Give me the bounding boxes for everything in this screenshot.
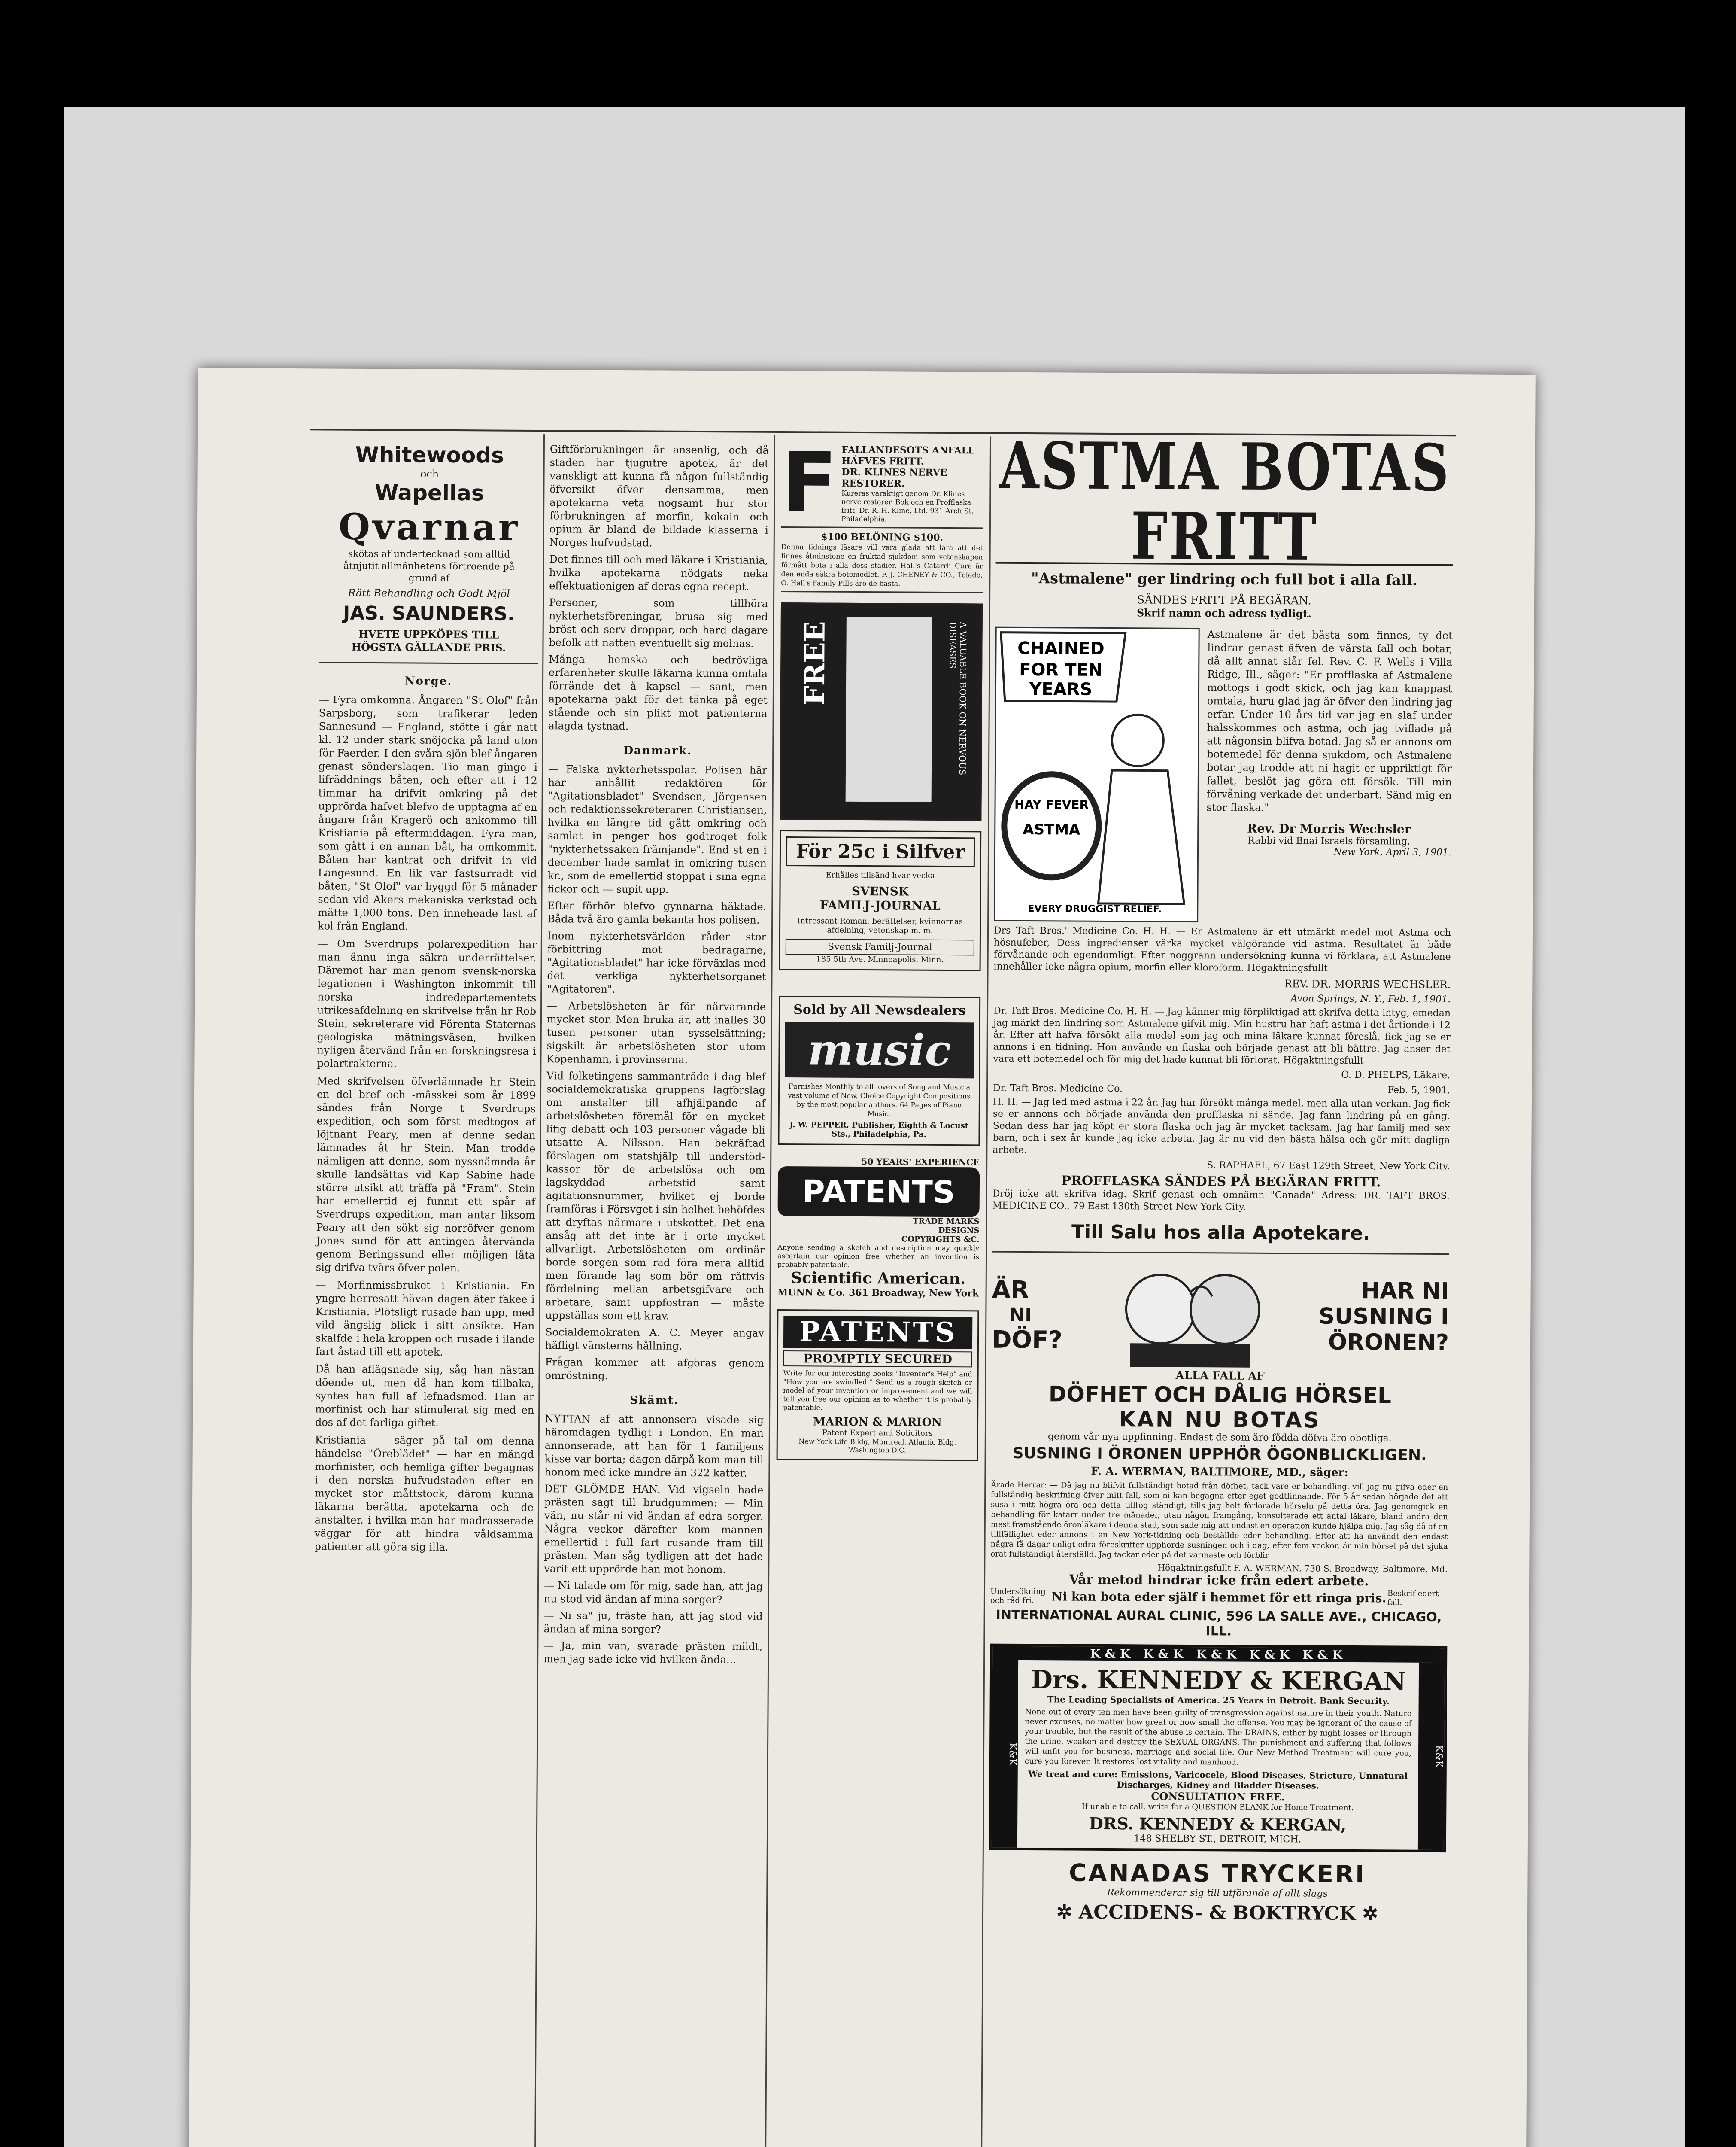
article-paragraph: DET GLÖMDE HAN. Vid vigseln hade prästen sagt till brudgummen: — Min vän, nu står ni vid ändan af edra sorger. Några veckor därefter kom mannen emellertid i full fart rusande fram till prästen. Man såg tydligen att det hade varit ett upprörde han mot honom. — [544, 1483, 767, 1576]
marion-ad-firm-sub: Patent Expert and Solicitors — [822, 1428, 933, 1438]
section-heading: Norge. — [404, 675, 452, 688]
free-book-ad-label: FREE — [798, 621, 832, 706]
banner-line-2: FOR TEN — [1019, 660, 1103, 680]
tryckeri-line-wrap — [989, 1901, 1446, 1925]
deafness-ad-oronen: ÖRONEN? — [1328, 1329, 1449, 1356]
music-ad-head: Sold by All Newsdealers — [793, 1002, 966, 1019]
column-3-ads — [776, 435, 985, 1472]
ornament-icon: ✲ — [1056, 1901, 1079, 1923]
asthma-ad-offer-sub: Skrif namn och adress tydligt. — [1136, 606, 1311, 620]
deafness-ad-clinic: INTERNATIONAL AURAL CLINIC, 596 LA SALLE AVE., CHICAGO, ILL. — [995, 1607, 1442, 1639]
deafness-ad-header — [992, 1261, 1449, 1371]
deafness-ad-bottom — [990, 1587, 1448, 1608]
tryckeri-line: ACCIDENS- & BOKTRYCK — [1078, 1901, 1356, 1925]
kk-cures: We treat and cure: Emissions, Varicocele, Blood Diseases, Stricture, Unnatural Discharges, Kidney and Bladder Diseases. — [1028, 1769, 1408, 1791]
epilepsy-ad-text: Kureras varaktigt genom Dr. Klines nerve restorer. Bok och en Profflaska fritt. Dr. R. H. Kline, Ltd. 931 Arch St. Philadelphia. — [841, 489, 974, 523]
column-4 — [989, 428, 1456, 1925]
kk-top-border: K&K K&K K&K K&K K&K — [992, 1646, 1445, 1663]
article-paragraph: — Ni talade om för mig, sade han, att jag nu stod vid ändan af mina sorger? — [543, 1579, 766, 1606]
signature-title: Rabbi vid Bnai Israels församling, — [1247, 835, 1411, 847]
two-faces-drawing — [1105, 1262, 1277, 1370]
letter-place: Avon Springs, N. Y., Feb. 1, 1901. — [1290, 993, 1451, 1005]
familj-journal-ad-name-2: FAMILJ-JOURNAL — [819, 898, 941, 913]
profflaska-sub: Dröj icke att skrifva idag. Skrif genast och omnämn "Canada" Adress: DR. TAFT BROS. MEDICINE CO., 79 East 130th Street New York City. — [992, 1188, 1453, 1213]
mill-ad-footer: HVETE UPPKÖPES TILL HÖGSTA GÄLLANDE PRIS. — [351, 627, 506, 654]
profflaska-offer: PROFFLASKA SÄNDES PÅ BEGÄRAN FRITT. — [1061, 1173, 1381, 1190]
deafness-ad-ni: NI — [1009, 1304, 1032, 1326]
asthma-ad-header — [996, 428, 1454, 575]
letter-signature: O. D. PHELPS, Läkare. — [1341, 1069, 1451, 1081]
kk-content — [1017, 1660, 1419, 1850]
article-paragraph: Inom nykterhetsvärlden råder stor förbittring mot bedragarne, "Agitationsbladet" har icke förväxlas med det verkliga nykterhetsorganet "Agitatoren". — [547, 930, 770, 995]
book-image — [846, 617, 932, 802]
asthma-ad-testimonial — [1206, 628, 1456, 924]
letter-signature: S. RAPHAEL, 67 East 129th Street, New York City. — [1207, 1160, 1450, 1172]
article-paragraph: — Ni sa" ju, fräste han, att jag stod vid ändan af mina sorger? — [543, 1609, 766, 1636]
mill-ad-tagline: Rätt Behandling och Godt Mjöl — [348, 587, 510, 600]
deafness-ad-susning2: SUSNING I ÖRONEN UPPHÖR ÖGONBLICKLIGEN. — [1012, 1444, 1427, 1464]
asthma-ad-main — [994, 627, 1456, 924]
kennedy-kergan-ad — [989, 1644, 1448, 1853]
familj-journal-ad-text: Intressant Roman, berättelser, kvinnornas afdelning, vetenskap m. m. — [797, 916, 963, 935]
mill-ad-owner: JAS. SAUNDERS. — [343, 602, 515, 625]
epilepsy-ad — [781, 435, 983, 530]
ornament-icon: ✲ — [1355, 1903, 1378, 1925]
familj-journal-ad-body: Erhålles tillsänd hvar vecka — [826, 870, 935, 880]
mill-ad-title-2: Wapellas — [374, 480, 484, 506]
chained-man-illustration — [994, 627, 1200, 922]
article-paragraph: Efter förhör blefvo gynnarna häktade. Båda två äro gamla bekanta hos polisen. — [547, 900, 770, 926]
free-book-ad-side-text: A VALUABLE BOOK ON NERVOUS DISEASES — [947, 622, 968, 775]
article-paragraph: NYTTAN af att annonsera visade sig häromdagen tydligt i London. En man annonserade, att han för 1 familjens kisse var borta; dagen därpå kom man till honom med icke mindre än 322 katter. — [544, 1413, 767, 1479]
marion-ad-address: New York Life B'ldg, Montreal. Atlantic Bldg, Washington D.C. — [798, 1437, 956, 1454]
illustration-caption: EVERY DRUGGIST RELIEF. — [1028, 903, 1162, 915]
asthma-ad-sale: Till Salu hos alla Apotekare. — [1071, 1221, 1370, 1245]
music-ad-word: music — [785, 1022, 974, 1078]
deafness-ad-werman: F. A. WERMAN, BALTIMORE, MD., säger: — [1090, 1465, 1348, 1479]
deafness-ad-left — [992, 1276, 1063, 1354]
deafness-ad-alla: ALLA FALL AF — [1175, 1369, 1265, 1383]
article-paragraph: — Arbetslösheten är för närvarande mycket stor. Men bruka är, att inalles 30 tusen personer utan sysselsättning; sigskilt är arbetslösheten stor utom Köpenhamn, i provinserna. — [546, 1000, 769, 1066]
letter-header — [993, 1083, 1450, 1096]
music-ad-footer: J. W. PEPPER, Publisher, Eighth & Locust Sts., Philadelphia, Pa. — [789, 1120, 969, 1139]
kk-consult: CONSULTATION FREE. — [1151, 1790, 1285, 1803]
kk-note: If unable to call, write for a QUESTION BLANK for Home Treatment. — [1082, 1802, 1354, 1813]
banner-line-1: CHAINED — [1017, 638, 1105, 659]
letter-signature: REV. DR. MORRIS WECHSLER. — [1284, 978, 1451, 991]
newspaper-page — [188, 368, 1536, 2147]
deafness-ad-bottom-mid: Ni kan bota eder själf i hemmet för ett ringa pris. — [1051, 1589, 1387, 1605]
deafness-ad-bottom-right: Beskrif edert fall. — [1387, 1589, 1439, 1607]
catarrh-ad-body: Denna tidnings läsare vill vara glada att lära att det finnes åtminstone en fruktad sjukdom som vetenskapen förmått bota i alla dess stadier. Hall's Catarrh Cure är den enda säkra botemedlet. F. J. CHENEY & CO., Toledo, O. Hall's Family Pills äro de bästa. — [781, 542, 985, 588]
article-paragraph: Det finnes till och med läkare i Kristiania, hvilka apotekarna nödgats neka effektuationigen af deras egna recept. — [549, 553, 772, 593]
catarrh-ad-title: $100 BELÖNING $100. — [821, 531, 944, 543]
kk-sub: The Leading Specialists of America. 25 Years in Detroit. Bank Security. — [1047, 1694, 1390, 1706]
signature-name: Rev. Dr Morris Wechsler — [1247, 821, 1411, 836]
free-book-ad — [780, 602, 983, 821]
deafness-ad-dofhet: DÖFHET OCH DÅLIG HÖRSEL — [1048, 1381, 1392, 1408]
deafness-ad — [990, 1261, 1449, 1640]
epilepsy-ad-initial: F — [781, 435, 838, 530]
marion-patents-ad — [777, 1309, 979, 1461]
asthma-ad-headline: ASTMA BOTAS FRITT — [999, 428, 1451, 575]
article-paragraph: Giftförbrukningen är ansenlig, och då staden har tjugutre apotek, är det vanskligt att kunna få någon fullständig öfversikt öfver densamma, men apotekarna veta nogsamt hur stor förbrukningen af morfin, kokain och opium är bland de bildade klasserna i Norges hufvudstad. — [549, 443, 772, 549]
article-paragraph: Frågan kommer att afgöras genom omröstning. — [545, 1356, 768, 1382]
marion-ad-word: PATENTS — [783, 1316, 972, 1349]
deafness-ad-dof: DÖF? — [991, 1326, 1063, 1354]
patents-ad-right: TRADE MARKS — [913, 1216, 980, 1226]
ear-illustration — [1105, 1262, 1277, 1370]
patents-ad-right-2: DESIGNS — [938, 1226, 980, 1235]
letter-date: Feb. 5, 1901. — [1387, 1085, 1451, 1096]
music-ad-body: Furnishes Monthly to all lovers of Song and Music a vast volume of New, Choice Copyright Compositions by the most popular authors. 64 Pages of Piano Music. — [788, 1082, 971, 1118]
article-paragraph: Många hemska och bedrövliga erfarenheter skulle läkarna kunna omtala förrände det å kapsel — sant, men apotekarna pakt för det tänka på eget stående och sin plikt mot patienterna alagda tystnad. — [548, 653, 771, 733]
article-paragraph: — Om Sverdrups polarexpedition har man ännu inga säkra underrättelser. Däremot har man genom svensk-norska legationen i Washington inkommit till norska indredepartementets utrikesafdelning en skrifvelse från hr Rob Stein, sekreterare vid Förenta Staternas geologiska mätningsväsen, hvilken nyligen återvänd från en forskningsresa i polartrakterna. — [317, 937, 540, 1070]
deafness-ad-ar: ÄR — [992, 1276, 1029, 1304]
deafness-ad-sub: genom vår nya uppfinning. Endast de som äro födda döfva äro obotliga. — [1047, 1431, 1392, 1444]
chained-man-drawing — [995, 628, 1196, 918]
asthma-ad-intro: Astmalene är det bästa som finnes, ty det lindrar genast äfven de värsta fall och botar, då allt annat slår fel. Rev. C. F. Wells i Villa Ridge, Ill., säger: "Er profflaska af Astmalene mottogs i godt skick, och jag kan knappast omtala, huru glad jag är öfver den lindring jag erfar. Under 10 års tid var jag en slaf under halsskommes och astma, och jag tviflade på att någonsin blifva botad. Jag så er annons om botemedel för denna sjukdom, och Astmalene botar jag trodde att ni hagit er uppriktigt för fallet, beslöt jag göra ett försök. Till min förvåning verkade det underbart. Sänd mig en stor flaska." — [1206, 628, 1456, 814]
article-paragraph: — Falska nykterhetsspolar. Polisen här har anhållit redaktören för "Agitationsbladet" Svendsen, Jörgensen och redaktionssekreteraren Christiansen, hvilka en längre tid gått omkring och samlat in penger hos godtroget folk "nykterhetssaken främjande". End st en i december hade samlat in omkring tusen kr., som de emellertid stoppat i sina egna fickor och — supit upp. — [547, 763, 771, 896]
mill-ad — [319, 441, 539, 654]
familj-journal-ad-title: För 25c i Silfver — [786, 836, 975, 867]
asthma-ad-subhead: "Astmalene" ger lindring och full bot i alla fall. — [1031, 570, 1417, 589]
mill-ad-title-3: Qvarnar — [338, 505, 520, 549]
catarrh-ad — [781, 528, 983, 593]
asthma-letter: Drs Taft Bros.' Medicine Co. H. H. — Er Astmalene är ett utmärkt medel mot Astma och hösnufeber, Dess ingredienser värka mycket välgörande vid astma. Resultatet är både förvånande och egendomligt. Efter noggrann undersökning kunna vi förklara, att Astmalene innehåller icke några opium, morfin eller kloroform. Högaktningsfullt — [993, 925, 1454, 974]
asthma-letter: Dr. Taft Bros. Medicine Co. H. H. — Jag känner mig förpliktigad att skrifva detta intyg, emedan jag märkt den lindring som Astmalene gifvit mig. Min hustru har haft astma i det årtionde i 12 år. Efter att hafva försökt alla medel som jag och mina läkare kunnat föreslå, fick jag se er annons i en tidning. Hon använde en flaska och började genast att bli bättre. Jag anser det vara ett botemedel och för mig det hade kunnat bli förlorat. Högaktningsfullt — [993, 1005, 1454, 1067]
kk-address: 148 SHELBY ST., DETROIT, MICH. — [1134, 1833, 1302, 1845]
letter-addressee: Dr. Taft Bros. Medicine Co. — [993, 1083, 1123, 1095]
marion-ad-body: Write for our interesting books "Inventor's Help" and "How you are swindled." Send us a rough sketch or model of your invention or improvement and we will tell you free our opinion as to whether it is probably patentable. — [783, 1369, 972, 1412]
ring-text-astma: ASTMA — [1023, 821, 1080, 839]
article-paragraph: — Ja, min vän, svarade prästen mildt, men jag sade icke vid hvilken ända... — [543, 1639, 766, 1666]
column-2 — [543, 443, 772, 1670]
patents-ad-body: Anyone sending a sketch and description may quickly ascertain our opinion free whether an invention is probably patentable. — [777, 1243, 980, 1269]
epilepsy-ad-title: FALLANDESOTS ANFALL HÄFVES FRITT. — [841, 444, 975, 467]
kk-side-border: K&K — [992, 1660, 1018, 1848]
familj-journal-ad-footer: Svensk Familj-Journal — [786, 939, 974, 955]
mill-ad-och: och — [420, 468, 439, 480]
divider — [992, 1251, 1449, 1255]
marion-ad-firm: MARION & MARION — [813, 1415, 942, 1429]
music-ad — [778, 996, 980, 1146]
kk-inner — [992, 1660, 1445, 1850]
deafness-ad-right — [1318, 1278, 1449, 1356]
scientific-american-ad — [777, 1156, 980, 1299]
epilepsy-ad-product: DR. KLINES NERVE RESTORER. — [841, 466, 947, 490]
signature-place: New York, April 3, 1901. — [1333, 846, 1452, 858]
article-paragraph: Vid folketingens sammanträde i dag blef socialdemokratiska gruppens lagförslag om anstalter till afhjälpande af arbetslösheten föremål för en mycket lifig debatt och 103 personer vågade bli utsatte A. Nilsson. Han bekräftad förslagen om statshjälp till understöd-kassor för de arbetslösa och om lagskyddad arbetstid samt agitationsnummer, hvilket ej borde framföras i Försvget i sin helhet behöfdes att dryftas närmare i utskottet. Det ena ansåg att det inte är i orte mycket allvarligt. Arbetslösheten om ordinär borde sorgen som rad föra mera alltid men förande lag som bör om rättvis fördelning mellan arbetsgifvare och arbetare, samt uppfostran — måste uppställas som ett krav. — [545, 1070, 769, 1322]
tryckeri-ad — [989, 1859, 1446, 1925]
deafness-ad-bottom-left: Undersökning och råd fri. — [990, 1587, 1046, 1606]
marion-ad-sub: PROMPTLY SECURED — [783, 1350, 972, 1367]
divider — [319, 662, 538, 664]
article-paragraph: Då han aflägsnade sig, såg han nästan döende ut, men då han kom tillbaka, syntes han full af lefnadsmod. Han är morfinist och har stimulerat sig med en dos af det farliga giftet. — [315, 1363, 538, 1429]
article-paragraph: — Fyra omkomna. Ångaren "St Olof" från Sarpsborg, som trafikerar leden Sannesund — England, stötte i går natt kl. 12 under stark snöjocka på land uton för Faerder. I den svåra sjön blef ångaren genast sönderslagen. Tio man gingo i lifräddnings båten, och efter att i 12 timmar ha drifvit omkring på det upprörda hafvet blefvo de upptagna af en ångare från Kragerö och ankommo till Kristiania på eftermiddagen. Fyra man, som gått i en annan båt, ha omkommit. Båten har kantrat och drifvit in vid Langesund. En lik var fastsurradt vid båten, "St Olof" var byggd för 5 månader sedan vid Akers mekaniska verkstad och mätte 1,000 tons. Den inneheade last af kol från England. — [317, 693, 541, 933]
article-paragraph: Kristiania — säger på tal om denna händelse "Öreblädet" — har en mängd morfinister, och hemliga gifter begagnas i den norska hufvudstaden efter en mycket stor måttstock, därom kunna läkarna berätta, apotekarna och de anstalter, i hvilka man har madrasserade väggar för att hindra våldsamma patienter att göra sig illa. — [314, 1434, 537, 1553]
section-heading: Skämt. — [630, 1394, 679, 1407]
patents-ad-firm: MUNN & Co. 361 Broadway, New York — [777, 1286, 979, 1299]
article-paragraph: — Morfinmissbruket i Kristiania. En yngre herresatt hävan dagen äter fakee i Kristiania. Plötsligt rusade han upp, med vild ängslig blick i sitt ansikte. Han skalfde i hela kroppen och rusade i ilande fart åstad till ett apotek. — [315, 1279, 538, 1358]
patents-ad-right-3: COPYRIGHTS &C. — [901, 1235, 980, 1244]
deafness-ad-kan: KAN NU BOTAS — [1119, 1407, 1321, 1433]
column-1 — [314, 441, 539, 1559]
kk-footer: DRS. KENNEDY & KERGAN, — [1089, 1813, 1347, 1834]
deafness-ad-sub2: Vår metod hindrar icke från edert arbete. — [1069, 1572, 1369, 1589]
mill-ad-text: skötas af undertecknad som alltid åtnjutit allmänhetens förtroende på grund af — [343, 548, 515, 584]
tryckeri-sub: Rekommenderar sig till utförande af allt slags — [1107, 1887, 1328, 1899]
deafness-ad-har: HAR NI — [1361, 1278, 1449, 1305]
article-paragraph: Personer, som tillhöra nykterhetsföreningar, brusa sig med bröst och serv droppar, och hard dagare befolk att natten eventuellt sig molnas. — [549, 596, 771, 650]
mill-ad-title: Whitewoods — [355, 442, 504, 468]
deafness-ad-sign: Högaktningsfullt F. A. WERMAN, 730 S. Broadway, Baltimore, Md. — [1157, 1562, 1448, 1575]
ring-text-hay: HAY FEVER — [1014, 797, 1089, 812]
patents-ad-word: PATENTS — [778, 1166, 980, 1217]
familj-journal-ad-name: SVENSK — [851, 884, 909, 899]
kk-title: Drs. KENNEDY & KERGAN — [1031, 1665, 1406, 1696]
asthma-ad-offer: SÄNDES FRITT PÅ BEGÄRAN. — [1137, 593, 1311, 608]
kk-body: None out of every ten men have been guilty of transgression against nature in their youth. Nature never excuses, no matter how great or how small the offense. You may be ignorant of the cause of your trouble, but the result of the abuse is certain. The DRAINS, either by night losses or through the urine, weaken and destroy the SEXUAL ORGANS. The punishment and suffering that follows will unfit you for business, marriage and social life. Our New Method Treatment will cure you, cure you forever. It restores lost vitality and manhood. — [1024, 1707, 1414, 1767]
tryckeri-title: CANADAS TRYCKERI — [1068, 1859, 1366, 1889]
patents-ad-pub: Scientific American. — [791, 1269, 966, 1288]
kk-side-border: K&K — [1418, 1663, 1445, 1850]
familj-journal-ad — [779, 830, 982, 971]
article-paragraph: Med skrifvelsen öfverlämnade hr Stein en del bref och -mässkei som år 1899 sändes från Norge t Sverdrups expedition, och som först medtogos af löjtnant Peary, men af denne sedan lämnades åt hr Stein. Man trodde nämligen att denne, som nyssnämnda år skulle landsättas vid Kap Sabine hade större utsikt att träffa på "Fram". Stein har emellertid ej funnit ett spår af Sverdrups expedition, man antar liksom Peary att den sökt sig norröfver genom Jones sund för att antingen återvända genom Beringssund eller möjligen låta sig drifva tvärs öfver polen. — [316, 1075, 539, 1274]
article-paragraph: Socialdemokraten A. C. Meyer angav häfligt vänsterns hållning. — [545, 1326, 768, 1352]
asthma-letter: H. H. — Jag led med astma i 22 år. Jag har försökt många medel, men alla utan verkan. Jag fick se er annons och började använda den profflaska ni sände. Jag fann lindring på en gång. Sedan dess har jag köpt er stora flaska och jag är mycket tacksam. Jag har familj med sex barn, och i sex år kunde jag icke arbeta. Jag är nu vid den bästa hälsa och gör mitt dagliga arbete. — [992, 1096, 1453, 1156]
familj-journal-ad-address: 185 5th Ave. Minneapolis, Minn. — [816, 955, 944, 964]
banner-line-3: YEARS — [1029, 679, 1093, 699]
deafness-ad-body: Ärade Herrar: — Då jag nu blifvit fullständigt botad från döfhet, tack vare er behandling, vill jag nu gifva eder en fullständig beskrifning öfver mitt fall, som ni kan begagna efter eget godtfinnande. För 5 år sedan började det att susa i mitt högra öra och detta tilltog ständigt, tills jag helt förlorade hörseln på detta öra. Jag genomgick en behandling för katarr under tre månader, utan någon framgång, konsulterade ett antal läkare, bland andra den mest framstående öronläkare i denna stad, som sade mig att endast en operation kunde hjälpa mig. Jag såg då af en tillfällighet eder annons i en New York-tidning och beställde eder behandling. Efter att ha användt den endast några få dagar enligt edra föreskrifter upphörde susningen och i dag, efter fem veckor, är min hörsel på det sjuka örat fullständigt återställd. Jag tackar eder på det varmaste och förblir — [990, 1480, 1451, 1560]
patents-ad-top: 50 YEARS' EXPERIENCE — [861, 1156, 980, 1168]
deafness-ad-susning: SUSNING I — [1318, 1303, 1449, 1330]
section-heading: Danmark. — [623, 744, 692, 757]
